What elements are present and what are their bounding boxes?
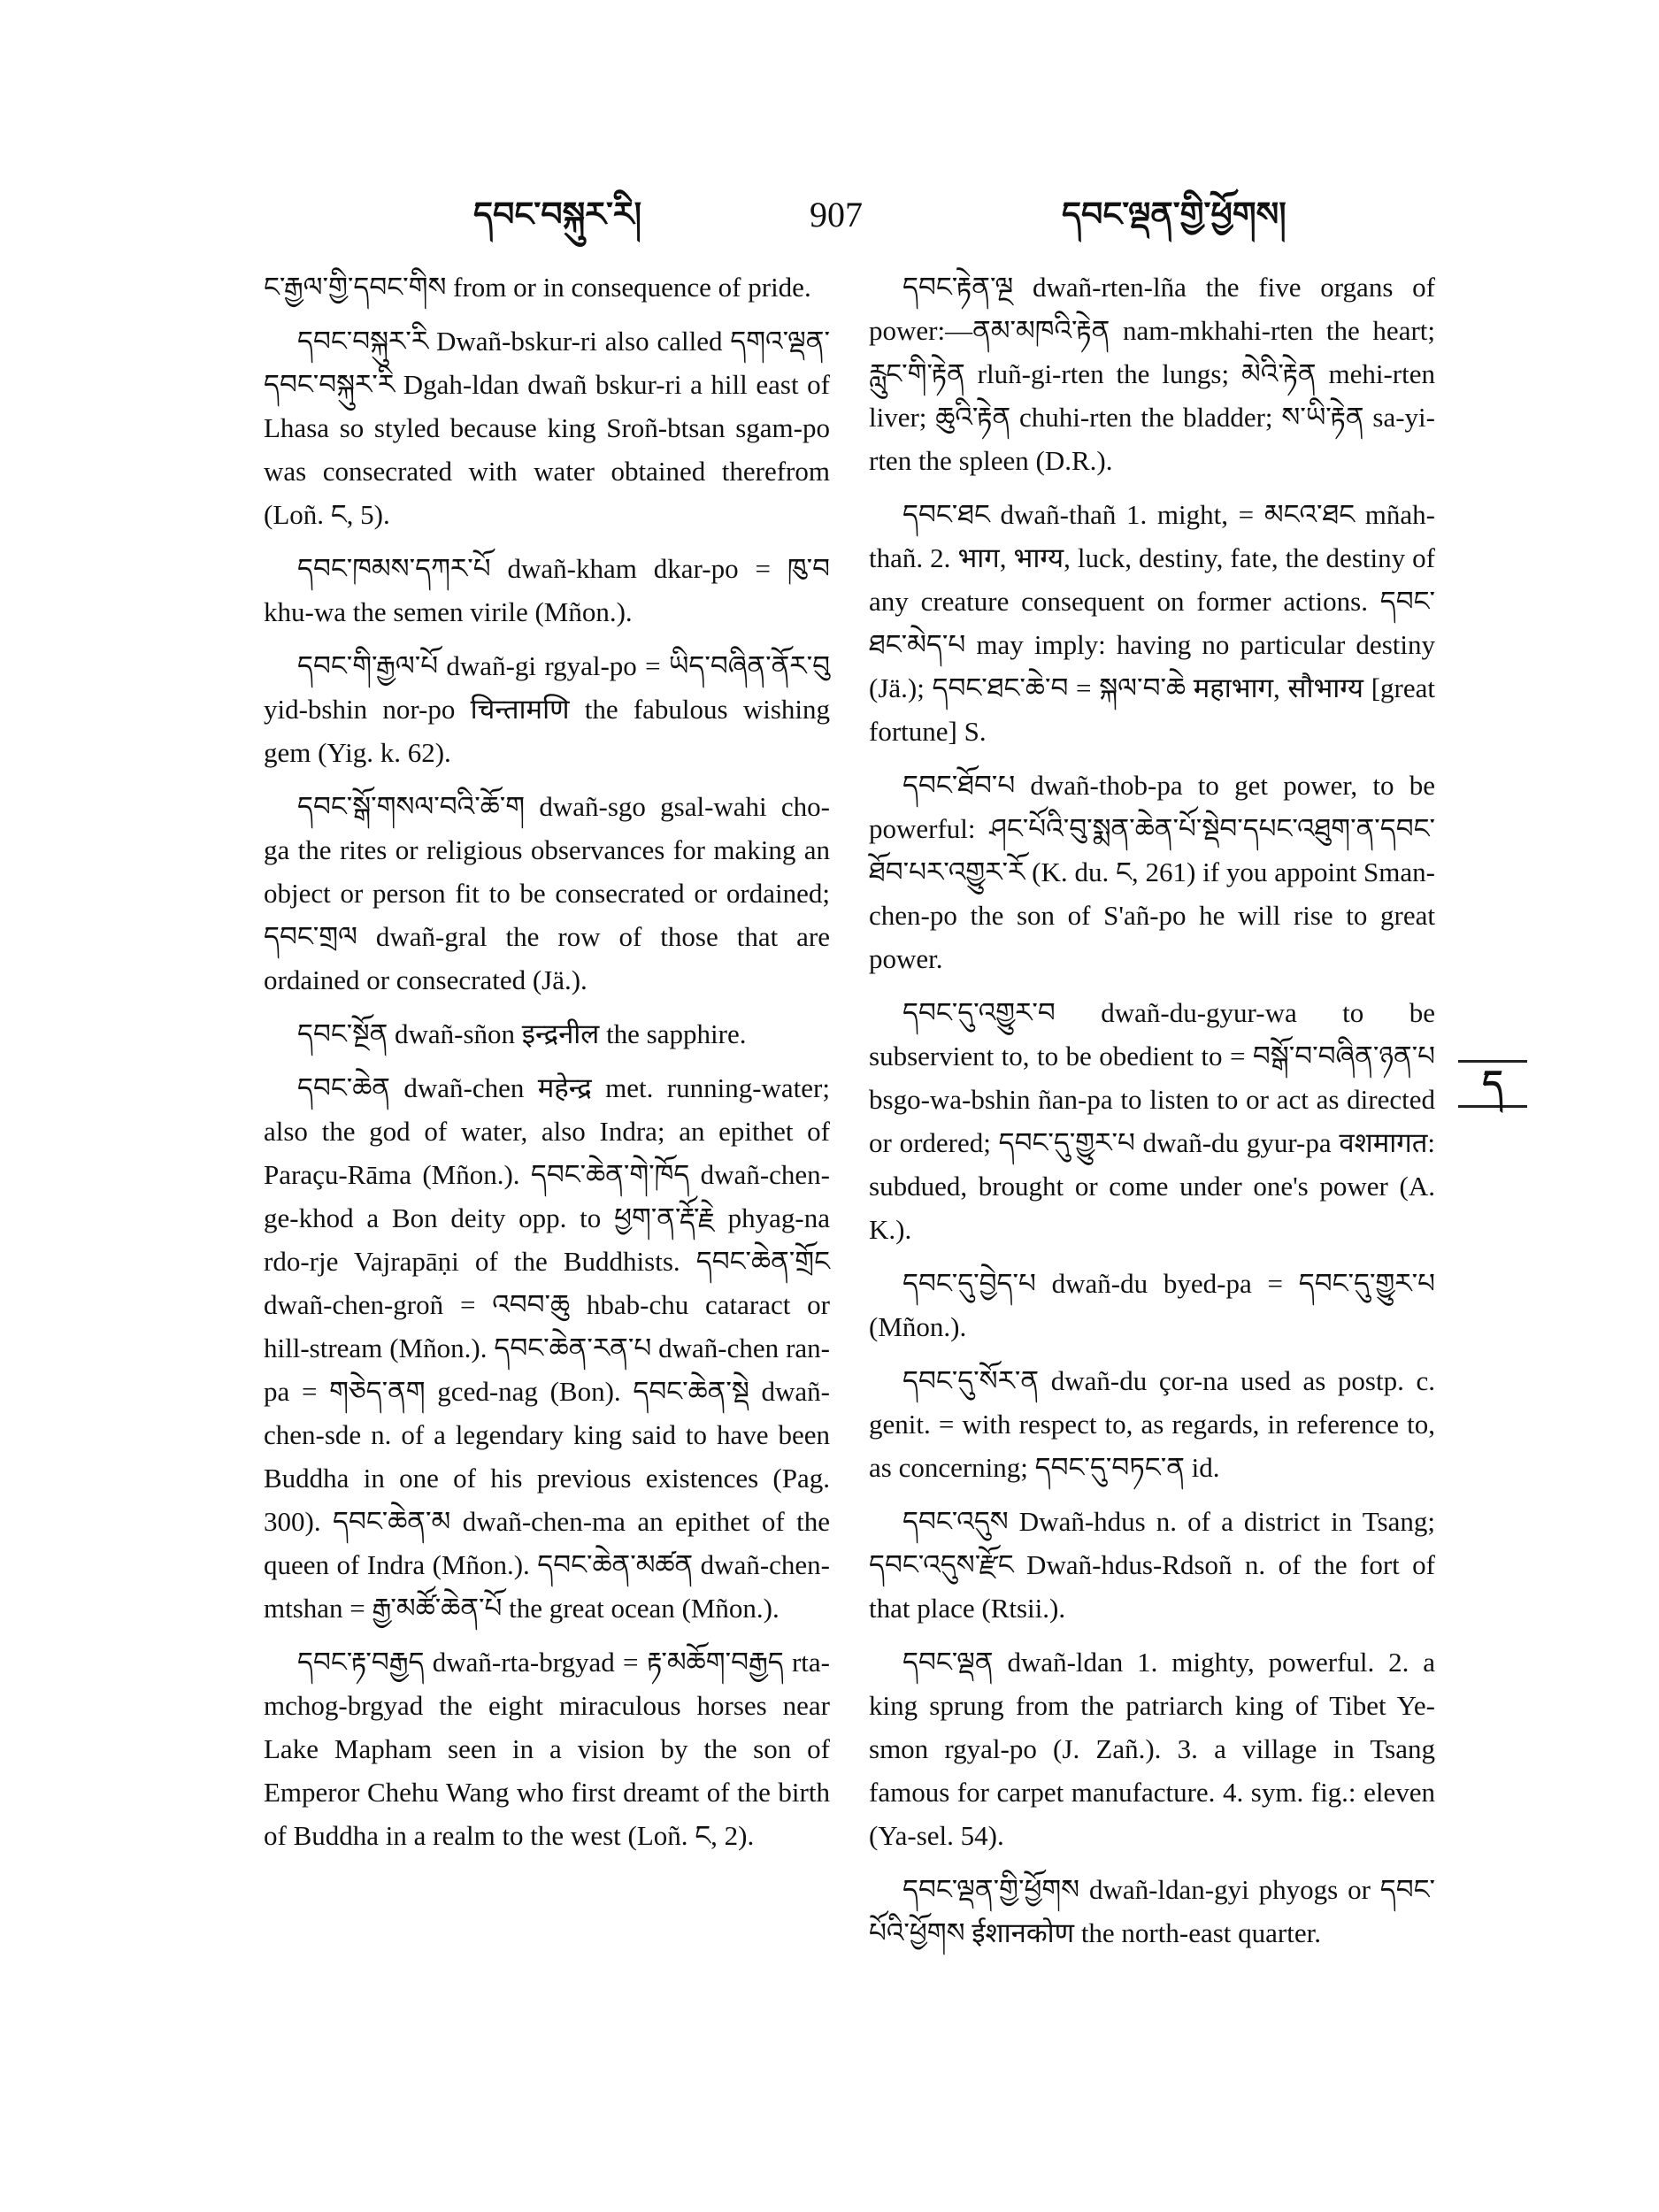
right-column xyxy=(869,265,1435,1965)
dictionary-entry: ང་རྒྱལ་གྱི་དབང་གིས from or in consequence of pride. xyxy=(264,272,811,303)
dictionary-entry: དབང་འདུས Dwañ-hdus n. of a district in Tsang; དབང་འདུས་རྫོང Dwañ-hdus-Rdsoñ n. of the fort of that place (Rtsii.). xyxy=(869,1506,1435,1624)
dictionary-entry: དབང་གི་རྒྱལ་པོ dwañ-gi rgyal-po = ཡིད་བཞིན་ནོར་བུ yid-bshin nor-po चिन्तामणि the fabulous wishing gem (Yig. k. 62). xyxy=(264,650,830,768)
dictionary-entry: དབང་སྔོན dwañ-sñon इन्द्रनील the sapphire. xyxy=(297,1018,747,1049)
dictionary-entry: དབང་ལྡན་གྱི་ཕྱོགས dwañ-ldan-gyi phyogs or དབང་པོའི་ཕྱོགས ईशानकोण the north-east quarter. xyxy=(869,1874,1435,1948)
dictionary-entry: དབང་སྒོ་གསལ་བའི་ཆོ་ག dwañ-sgo gsal-wahi cho-ga the rites or religious observances for making an object or person fit to be consecrated or ordained; དབང་གྲལ dwañ-gral the row of those that are ordained or consecrated (Jä.). xyxy=(264,791,830,995)
dictionary-entry: དབང་ལྡན dwañ-ldan 1. mighty, powerful. 2. a king sprung from the patriarch king of Tibet Ye-smon rgyal-po (J. Zañ.). 3. a village in Tsang famous for carpet manufacture. 4. sym. fig.: eleven (Ya-sel. 54). xyxy=(869,1647,1435,1851)
page-header xyxy=(0,190,1659,243)
dictionary-entry: དབང་ཐོབ་པ dwañ-thob-pa to get power, to be powerful: ཤང་པོའི་བུ་སྨན་ཆེན་པོ་སྡེབ་དཔང་འཐུག་ན་དབང་ཐོབ་པར་འགྱུར་རོ (K. du. ང, 261) if you appoint Sman-chen-po the son of S'añ-po he will rise to great power. xyxy=(869,770,1435,974)
dictionary-entry: དབང་ཐང dwañ-thañ 1. might, = མངའ་ཐང mñah-thañ. 2. भाग, भाग्य, luck, destiny, fate, the destiny of any creature consequent on former actions. དབང་ཐང་མེད་པ may imply: having no particular destiny (Jä.); དབང་ཐང་ཆེ་བ = སྐལ་བ་ཆེ महाभाग, सौभाग्य [great fortune] S. xyxy=(869,499,1435,747)
dictionary-entry: དབང་རྟེན་ལྔ dwañ-rten-lña the five organs of power:—ནམ་མཁའི་རྟེན nam-mkhahi-rten the heart; རླུང་གི་རྟེན rluñ-gi-rten the lungs; མེའི་རྟེན mehi-rten liver; ཆུའི་རྟེན chuhi-rten the bladder; ས་ཡི་རྟེན sa-yi-rten the spleen (D.R.). xyxy=(869,272,1435,476)
dictionary-entry: དབང་དུ་སོར་ན dwañ-du çor-na used as postp. c. genit. = with respect to, as regards, in reference to, as concerning; དབང་དུ་བཏང་ན id. xyxy=(869,1365,1435,1483)
running-headword-left: དབང་བསྐུར་རི། xyxy=(473,196,642,234)
dictionary-entry: དབང་དུ་བྱེད་པ dwañ-du byed-pa = དབང་དུ་གྱུར་པ (Mñon.). xyxy=(869,1268,1435,1342)
thumb-index-tab: ད xyxy=(1458,1060,1527,1108)
dictionary-entry: དབང་ཁམས་དཀར་པོ dwañ-kham dkar-po = ཁུ་བ khu-wa the semen virile (Mñon.). xyxy=(264,553,830,627)
page-number: 907 xyxy=(810,195,863,234)
running-headword-right: དབང་ལྡན་གྱི་ཕྱོགས། xyxy=(1062,196,1286,234)
dictionary-entry: དབང་ཆེན dwañ-chen महेन्द्र met. running-water; also the god of water, also Indra; an epithet of Paraçu-Rāma (Mñon.). དབང་ཆེན་གེ་ཁོད dwañ-chen-ge-khod a Bon deity opp. to ཕྱག་ན་རྡོ་རྗེ phyag-na rdo-rje Vajrapāṇi of the Buddhists. དབང་ཆེན་གྲོང dwañ-chen-groñ = འབབ་ཆུ hbab-chu cataract or hill-stream (Mñon.). དབང་ཆེན་རན་པ dwañ-chen ran-pa = གཅེད་ནག gced-nag (Bon). དབང་ཆེན་སྡེ dwañ-chen-sde n. of a legendary king said to have been Buddha in one of his previous existences (Pag. 300). དབང་ཆེན་མ dwañ-chen-ma an epithet of the queen of Indra (Mñon.). དབང་ཆེན་མཚན dwañ-chen-mtshan = རྒྱ་མཚོ་ཆེན་པོ the great ocean (Mñon.). xyxy=(264,1072,830,1624)
dictionary-entry: དབང་བསྐུར་རི Dwañ-bskur-ri also called དགའ་ལྡན་དབང་བསྐུར་རི Dgah-ldan dwañ bskur-ri a hill east of Lhasa so styled because king Sroñ-btsan sgam-po was consecrated with water obtained therefrom (Loñ. ང, 5). xyxy=(264,326,830,530)
dictionary-entry: དབང་རྟ་བརྒྱད dwañ-rta-brgyad = རྟ་མཆོག་བརྒྱད rta-mchog-brgyad the eight miraculous horses near Lake Mapham seen in a vision by the son of Emperor Chehu Wang who first dreamt of the birth of Buddha in a realm to the west (Loñ. ང, 2). xyxy=(264,1647,830,1851)
dictionary-entry: དབང་དུ་འགྱུར་བ dwañ-du-gyur-wa to be subservient to, to be obedient to = བསྒོ་བ་བཞིན་ཉན་པ bsgo-wa-bshin ñan-pa to listen to or act as directed or ordered; དབང་དུ་གྱུར་པ dwañ-du gyur-pa वशमागत: subdued, brought or come under one's power (A. K.). xyxy=(869,997,1435,1245)
left-column xyxy=(264,265,830,1868)
